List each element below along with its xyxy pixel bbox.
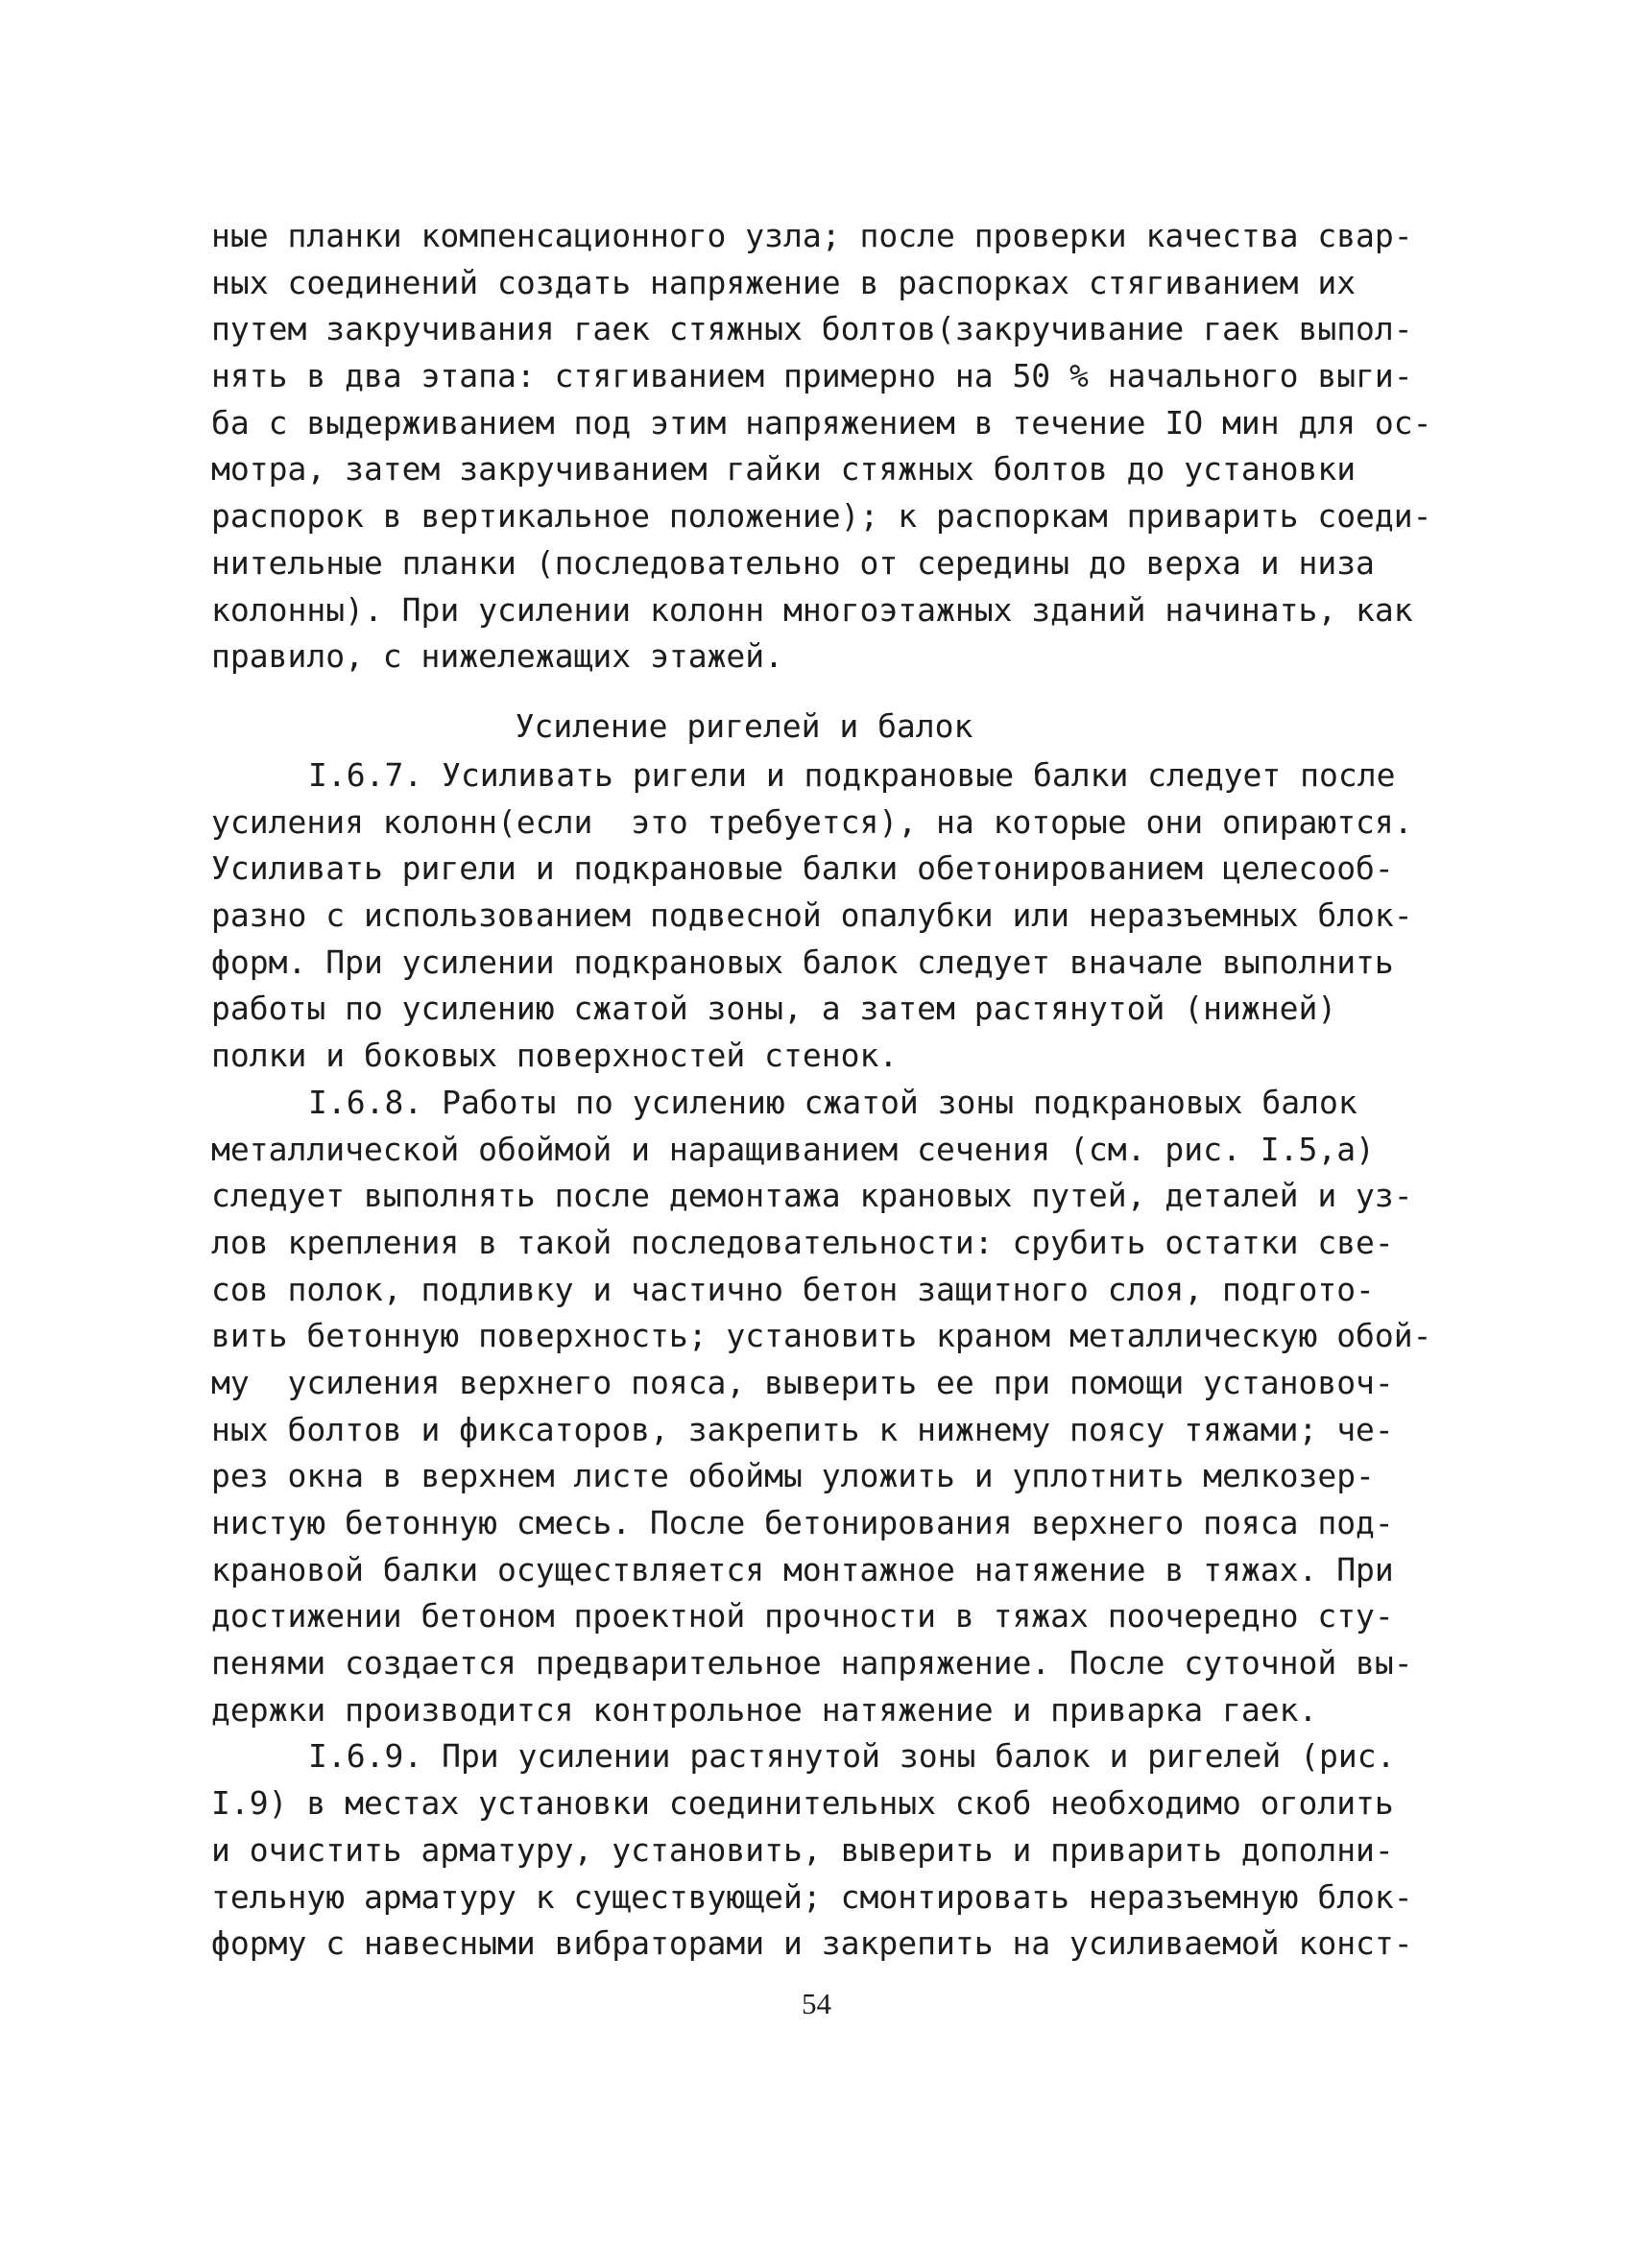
text-line: нять в два этапа: стягиванием примерно на 50 % начального выги- xyxy=(211,357,1413,395)
text-line: Усиливать ригели и подкрановые балки обетонированием целесооб- xyxy=(211,849,1394,888)
text-line: тельную арматуру к существующей; смонтировать неразъемную блок- xyxy=(211,1877,1413,1916)
text-line: I.9) в местах установки соединительных скоб необходимо оголить xyxy=(211,1784,1394,1823)
text-line: пенями создается предварительное напряжение. После суточной вы- xyxy=(211,1644,1413,1683)
text-line: достижении бетоном проектной прочности в тяжах поочередно сту- xyxy=(211,1597,1394,1635)
paragraph-1-6-9 xyxy=(211,1733,1459,1967)
text-line: рез окна в верхнем листе обоймы уложить и уплотнить мелкозер- xyxy=(211,1457,1375,1495)
text-line: I.6.7. Усиливать ригели и подкрановые балки следует после xyxy=(308,756,1396,794)
text-line: держки производится контрольное натяжение и приварка гаек. xyxy=(211,1690,1318,1729)
paragraph-1-6-8 xyxy=(211,1080,1459,1734)
text-line: I.6.9. При усилении растянутой зоны балок и ригелей (рис. xyxy=(308,1737,1396,1776)
text-line: лов крепления в такой последовательности: срубить остатки све- xyxy=(211,1223,1394,1261)
text-line: работы по усилению сжатой зоны, а затем растянутой (нижней) xyxy=(211,990,1337,1028)
text-line: полки и боковых поверхностей стенок. xyxy=(211,1037,899,1075)
text-line: ба с выдерживанием под этим напряжением в течение IO мин для ос- xyxy=(211,403,1432,442)
text-line: форм. При усилении подкрановых балок следует вначале выполнить xyxy=(211,943,1394,981)
text-line: ных соединений создать напряжение в распорках стягиванием их xyxy=(211,263,1357,301)
continuation-paragraph xyxy=(211,213,1459,680)
text-line: металлической обоймой и наращиванием сечения (см. рис. I.5,а) xyxy=(211,1130,1375,1168)
text-line: вить бетонную поверхность; установить краном металлическую обой- xyxy=(211,1317,1432,1355)
text-line: форму с навесными вибраторами и закрепить на усиливаемой конст- xyxy=(211,1924,1413,1963)
text-line: му усиления верхнего пояса, выверить ее при помощи установоч- xyxy=(211,1363,1394,1401)
text-line: ные планки компенсационного узла; после проверки качества свар- xyxy=(211,217,1413,254)
text-line: и очистить арматуру, установить, выверить и приварить дополни- xyxy=(211,1830,1394,1869)
text-line: нистую бетонную смесь. После бетонирования верхнего пояса под- xyxy=(211,1504,1394,1541)
text-line: усиления колонн(если это требуется), на которые они опираются. xyxy=(211,802,1413,841)
page-number: 54 xyxy=(802,1987,831,2020)
section-heading: Усиление ригелей и балок xyxy=(515,707,973,745)
text-line: колонны). При усилении колонн многоэтажных зданий начинать, как xyxy=(211,590,1413,629)
section-heading-block xyxy=(211,704,1459,751)
text-line: правило, с нижележащих этажей. xyxy=(211,637,784,676)
text-line: распорок в вертикальное положение); к распоркам приварить соеди- xyxy=(211,497,1432,536)
text-line: следует выполнять после демонтажа крановых путей, деталей и уз- xyxy=(211,1177,1413,1215)
text-line: путем закручивания гаек стяжных болтов(закручивание гаек выпол- xyxy=(211,310,1413,348)
text-line: сов полок, подливку и частично бетон защитного слоя, подгото- xyxy=(211,1270,1375,1308)
text-line: ных болтов и фиксаторов, закрепить к нижнему поясу тяжами; че- xyxy=(211,1410,1394,1448)
text-line: разно с использованием подвесной опалубки или неразъемных блок- xyxy=(211,896,1413,935)
text-line: крановой балки осуществляется монтажное натяжение в тяжах. При xyxy=(211,1550,1394,1588)
text-line: мотра, затем закручиванием гайки стяжных болтов до установки xyxy=(211,450,1357,489)
text-line: I.6.8. Работы по усилению сжатой зоны подкрановых балок xyxy=(308,1083,1357,1121)
text-line: нительные планки (последовательно от середины до верха и низа xyxy=(211,543,1375,582)
paragraph-1-6-7 xyxy=(211,752,1459,1080)
body-text xyxy=(211,752,1459,1968)
